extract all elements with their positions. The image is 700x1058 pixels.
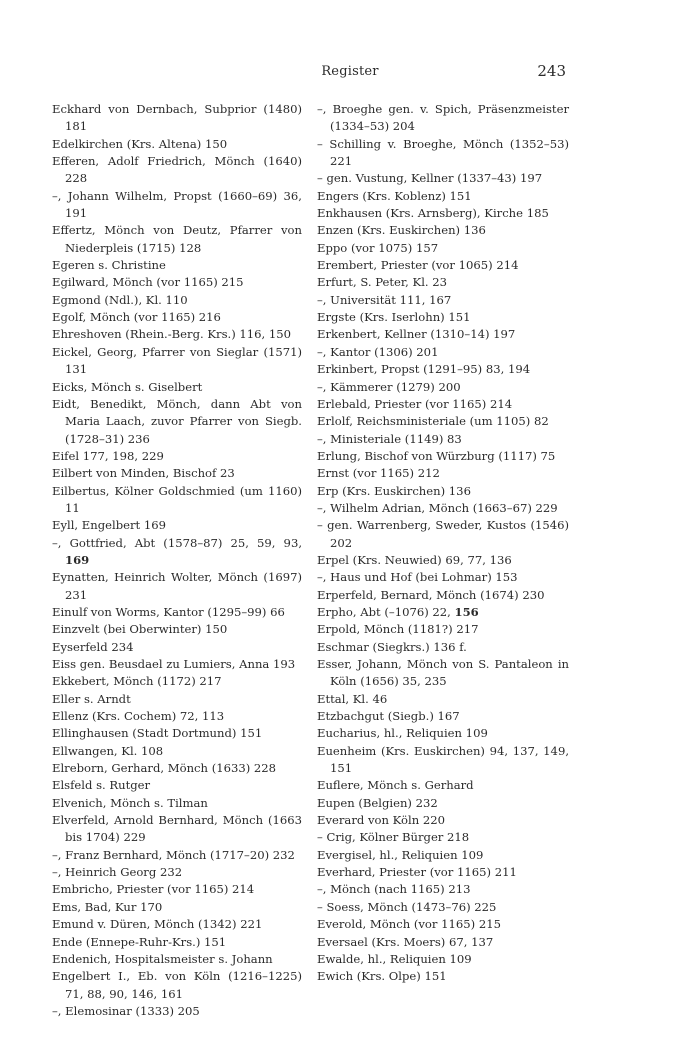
index-entry: Engelbert I., Eb. von Köln (1216–1225) 71, 88, 90, 146, 161 xyxy=(52,969,302,1001)
index-entry: Eyll, Engelbert 169 xyxy=(52,518,167,533)
index-entry: Elsfeld s. Rutger xyxy=(52,778,151,793)
index-entry: Egilward, Mönch (vor 1165) 215 xyxy=(52,275,244,290)
index-entry: Esser, Johann, Mönch von S. Pantaleon in Köln (1656) 35, 235 xyxy=(317,657,569,689)
index-entry: Erkinbert, Propst (1291–95) 83, 194 xyxy=(317,362,531,377)
index-entry: Efferen, Adolf Friedrich, Mönch (1640) 228 xyxy=(52,154,302,186)
index-entry: – Soess, Mönch (1473–76) 225 xyxy=(317,899,497,914)
index-entry: Everold, Mönch (vor 1165) 215 xyxy=(317,917,501,932)
index-entry: Eckhard von Dernbach, Subprior (1480) 181 xyxy=(52,102,302,134)
index-entry: – Crig, Kölner Bürger 218 xyxy=(317,830,470,845)
index-entry: Erlolf, Reichsministeriale (um 1105) 82 xyxy=(317,414,549,429)
index-entry: Evergisel, hl., Reliquien 109 xyxy=(317,847,484,862)
index-entry: Egolf, Mönch (vor 1165) 216 xyxy=(52,310,221,325)
index-entry: Erlebald, Priester (vor 1165) 214 xyxy=(317,396,513,411)
index-entry: Eilbertus, Kölner Goldschmied (um 1160) 11 xyxy=(52,483,302,515)
index-entry: Euenheim (Krs. Euskirchen) 94, 137, 149, 151 xyxy=(317,743,569,776)
index-entry: Eupen (Belgien) 232 xyxy=(317,795,438,810)
index-entry: –, Haus und Hof (bei Lohmar) 153 xyxy=(317,570,518,585)
index-entry: Edelkirchen (Krs. Altena) 150 xyxy=(52,136,228,151)
index-entry: –, Kämmerer (1279) 200 xyxy=(317,379,461,394)
index-entry: Eyserfeld 234 xyxy=(52,639,134,654)
index-entry: –, Johann Wilhelm, Propst (1660–69) 36, 191 xyxy=(52,188,302,221)
index-entry: Euflere, Mönch s. Gerhard xyxy=(317,778,474,793)
index-entry: Emund v. Düren, Mönch (1342) 221 xyxy=(52,917,263,932)
index-entry: Everhard, Priester (vor 1165) 211 xyxy=(317,865,517,880)
index-entry: Enkhausen (Krs. Arnsberg), Kirche 185 xyxy=(317,206,549,221)
index-entry: – gen. Vustung, Kellner (1337–43) 197 xyxy=(317,171,543,186)
index-entry: Eversael (Krs. Moers) 67, 137 xyxy=(317,934,494,949)
index-entry: Einzvelt (bei Oberwinter) 150 xyxy=(52,622,228,637)
index-entry: Ende (Ennepe-Ruhr-Krs.) 151 xyxy=(52,934,227,949)
index-entry: Erperfeld, Bernard, Mönch (1674) 230 xyxy=(317,587,545,602)
index-entry: – Schilling v. Broeghe, Mönch (1352–53) 221 xyxy=(317,136,569,169)
index-entry: Eickel, Georg, Pfarrer von Sieglar (1571) 131 xyxy=(52,344,302,377)
index-entry: – gen. Warrenberg, Sweder, Kustos (1546) 202 xyxy=(317,518,569,550)
index-entry: Engers (Krs. Koblenz) 151 xyxy=(317,188,472,203)
index-entry: Eynatten, Heinrich Wolter, Mönch (1697) 231 xyxy=(52,570,302,602)
index-entry: –, Franz Bernhard, Mönch (1717–20) 232 xyxy=(52,847,295,862)
index-entry: Erp (Krs. Euskirchen) 136 xyxy=(317,483,471,498)
index-entry: Ehreshoven (Rhein.-Berg. Krs.) 116, 150 xyxy=(52,327,292,342)
index-entry: Effertz, Mönch von Deutz, Pfarrer von Niederpleis (1715) 128 xyxy=(52,223,302,255)
index-entry: Embricho, Priester (vor 1165) 214 xyxy=(52,882,255,897)
index-entry: –, Heinrich Georg 232 xyxy=(52,865,183,880)
index-entry: Elverfeld, Arnold Bernhard, Mönch (1663 bis 1704) 229 xyxy=(52,813,302,845)
index-entry: Eilbert von Minden, Bischof 23 xyxy=(52,466,235,481)
index-entry: Erpel (Krs. Neuwied) 69, 77, 136 xyxy=(317,552,512,567)
index-entry: Erembert, Priester (vor 1065) 214 xyxy=(317,258,519,273)
index-entry: Enzen (Krs. Euskirchen) 136 xyxy=(317,223,486,238)
index-entry: Erpold, Mönch (1181?) 217 xyxy=(317,622,479,637)
index-entry: Ellenz (Krs. Cochem) 72, 113 xyxy=(52,709,225,724)
index-entry: Eppo (vor 1075) 157 xyxy=(317,240,439,255)
page-number: 243 xyxy=(537,62,566,80)
index-entry: Ellwangen, Kl. 108 xyxy=(52,743,164,758)
index-entry: Eller s. Arndt xyxy=(52,691,131,706)
index-entry: Eifel 177, 198, 229 xyxy=(52,448,164,463)
bold-page-ref: 169 xyxy=(65,552,90,567)
index-entry: –, Ministeriale (1149) 83 xyxy=(317,431,462,446)
index-entry: Eidt, Benedikt, Mönch, dann Abt von Maria Laach, zuvor Pfarrer von Siegb. (1728–31) 236 xyxy=(52,396,302,446)
index-entry: –, Gottfried, Abt (1578–87) 25, 59, 93, 169 xyxy=(52,535,302,567)
index-entry: –, Elemosinar (1333) 205 xyxy=(52,1003,200,1018)
index-entry: Einulf von Worms, Kantor (1295–99) 66 xyxy=(52,604,285,619)
index-entry: Egmond (Ndl.), Kl. 110 xyxy=(52,292,188,307)
index-entry: –, Mönch (nach 1165) 213 xyxy=(317,882,471,897)
index-entry: Eicks, Mönch s. Giselbert xyxy=(52,379,203,394)
index-entry: Ewalde, hl., Reliquien 109 xyxy=(317,951,472,966)
bold-page-ref: 156 xyxy=(454,604,479,619)
index-entry: Erfurt, S. Peter, Kl. 23 xyxy=(317,275,448,290)
index-entry: Elreborn, Gerhard, Mönch (1633) 228 xyxy=(52,761,277,776)
index-entry: Ekkebert, Mönch (1172) 217 xyxy=(52,674,222,689)
index-entry: Ettal, Kl. 46 xyxy=(317,691,388,706)
index-entry: Egeren s. Christine xyxy=(52,258,166,273)
running-header: Register xyxy=(321,64,379,79)
index-entry: Ergste (Krs. Iserlohn) 151 xyxy=(317,310,471,325)
index-entry: Ewich (Krs. Olpe) 151 xyxy=(317,969,447,984)
index-entry: Eschmar (Siegkrs.) 136 f. xyxy=(317,639,467,654)
index-entry: Endenich, Hospitalsmeister s. Johann xyxy=(52,951,273,966)
index-entry: Erkenbert, Kellner (1310–14) 197 xyxy=(317,327,516,342)
index-entry: Ernst (vor 1165) 212 xyxy=(317,466,440,481)
index-entry: Erpho, Abt (–1076) 22, 156 xyxy=(317,604,479,619)
index-column-left xyxy=(52,101,302,1020)
index-column-right xyxy=(317,101,569,986)
index-entry: Eiss gen. Beusdael zu Lumiers, Anna 193 xyxy=(52,657,296,671)
index-entry: –, Kantor (1306) 201 xyxy=(317,344,439,359)
index-entry: Ems, Bad, Kur 170 xyxy=(52,899,163,914)
index-entry: –, Universität 111, 167 xyxy=(317,292,452,307)
index-entry: –, Broeghe gen. v. Spich, Präsenzmeister (1334–53) 204 xyxy=(317,102,569,134)
index-entry: Eucharius, hl., Reliquien 109 xyxy=(317,726,488,741)
index-entry: Erlung, Bischof von Würzburg (1117) 75 xyxy=(317,448,556,463)
index-entry: –, Wilhelm Adrian, Mönch (1663–67) 229 xyxy=(317,500,558,515)
index-entry: Elvenich, Mönch s. Tilman xyxy=(52,795,208,810)
index-entry: Etzbachgut (Siegb.) 167 xyxy=(317,709,460,724)
index-entry: Everard von Köln 220 xyxy=(317,813,445,828)
index-entry: Ellinghausen (Stadt Dortmund) 151 xyxy=(52,726,263,741)
